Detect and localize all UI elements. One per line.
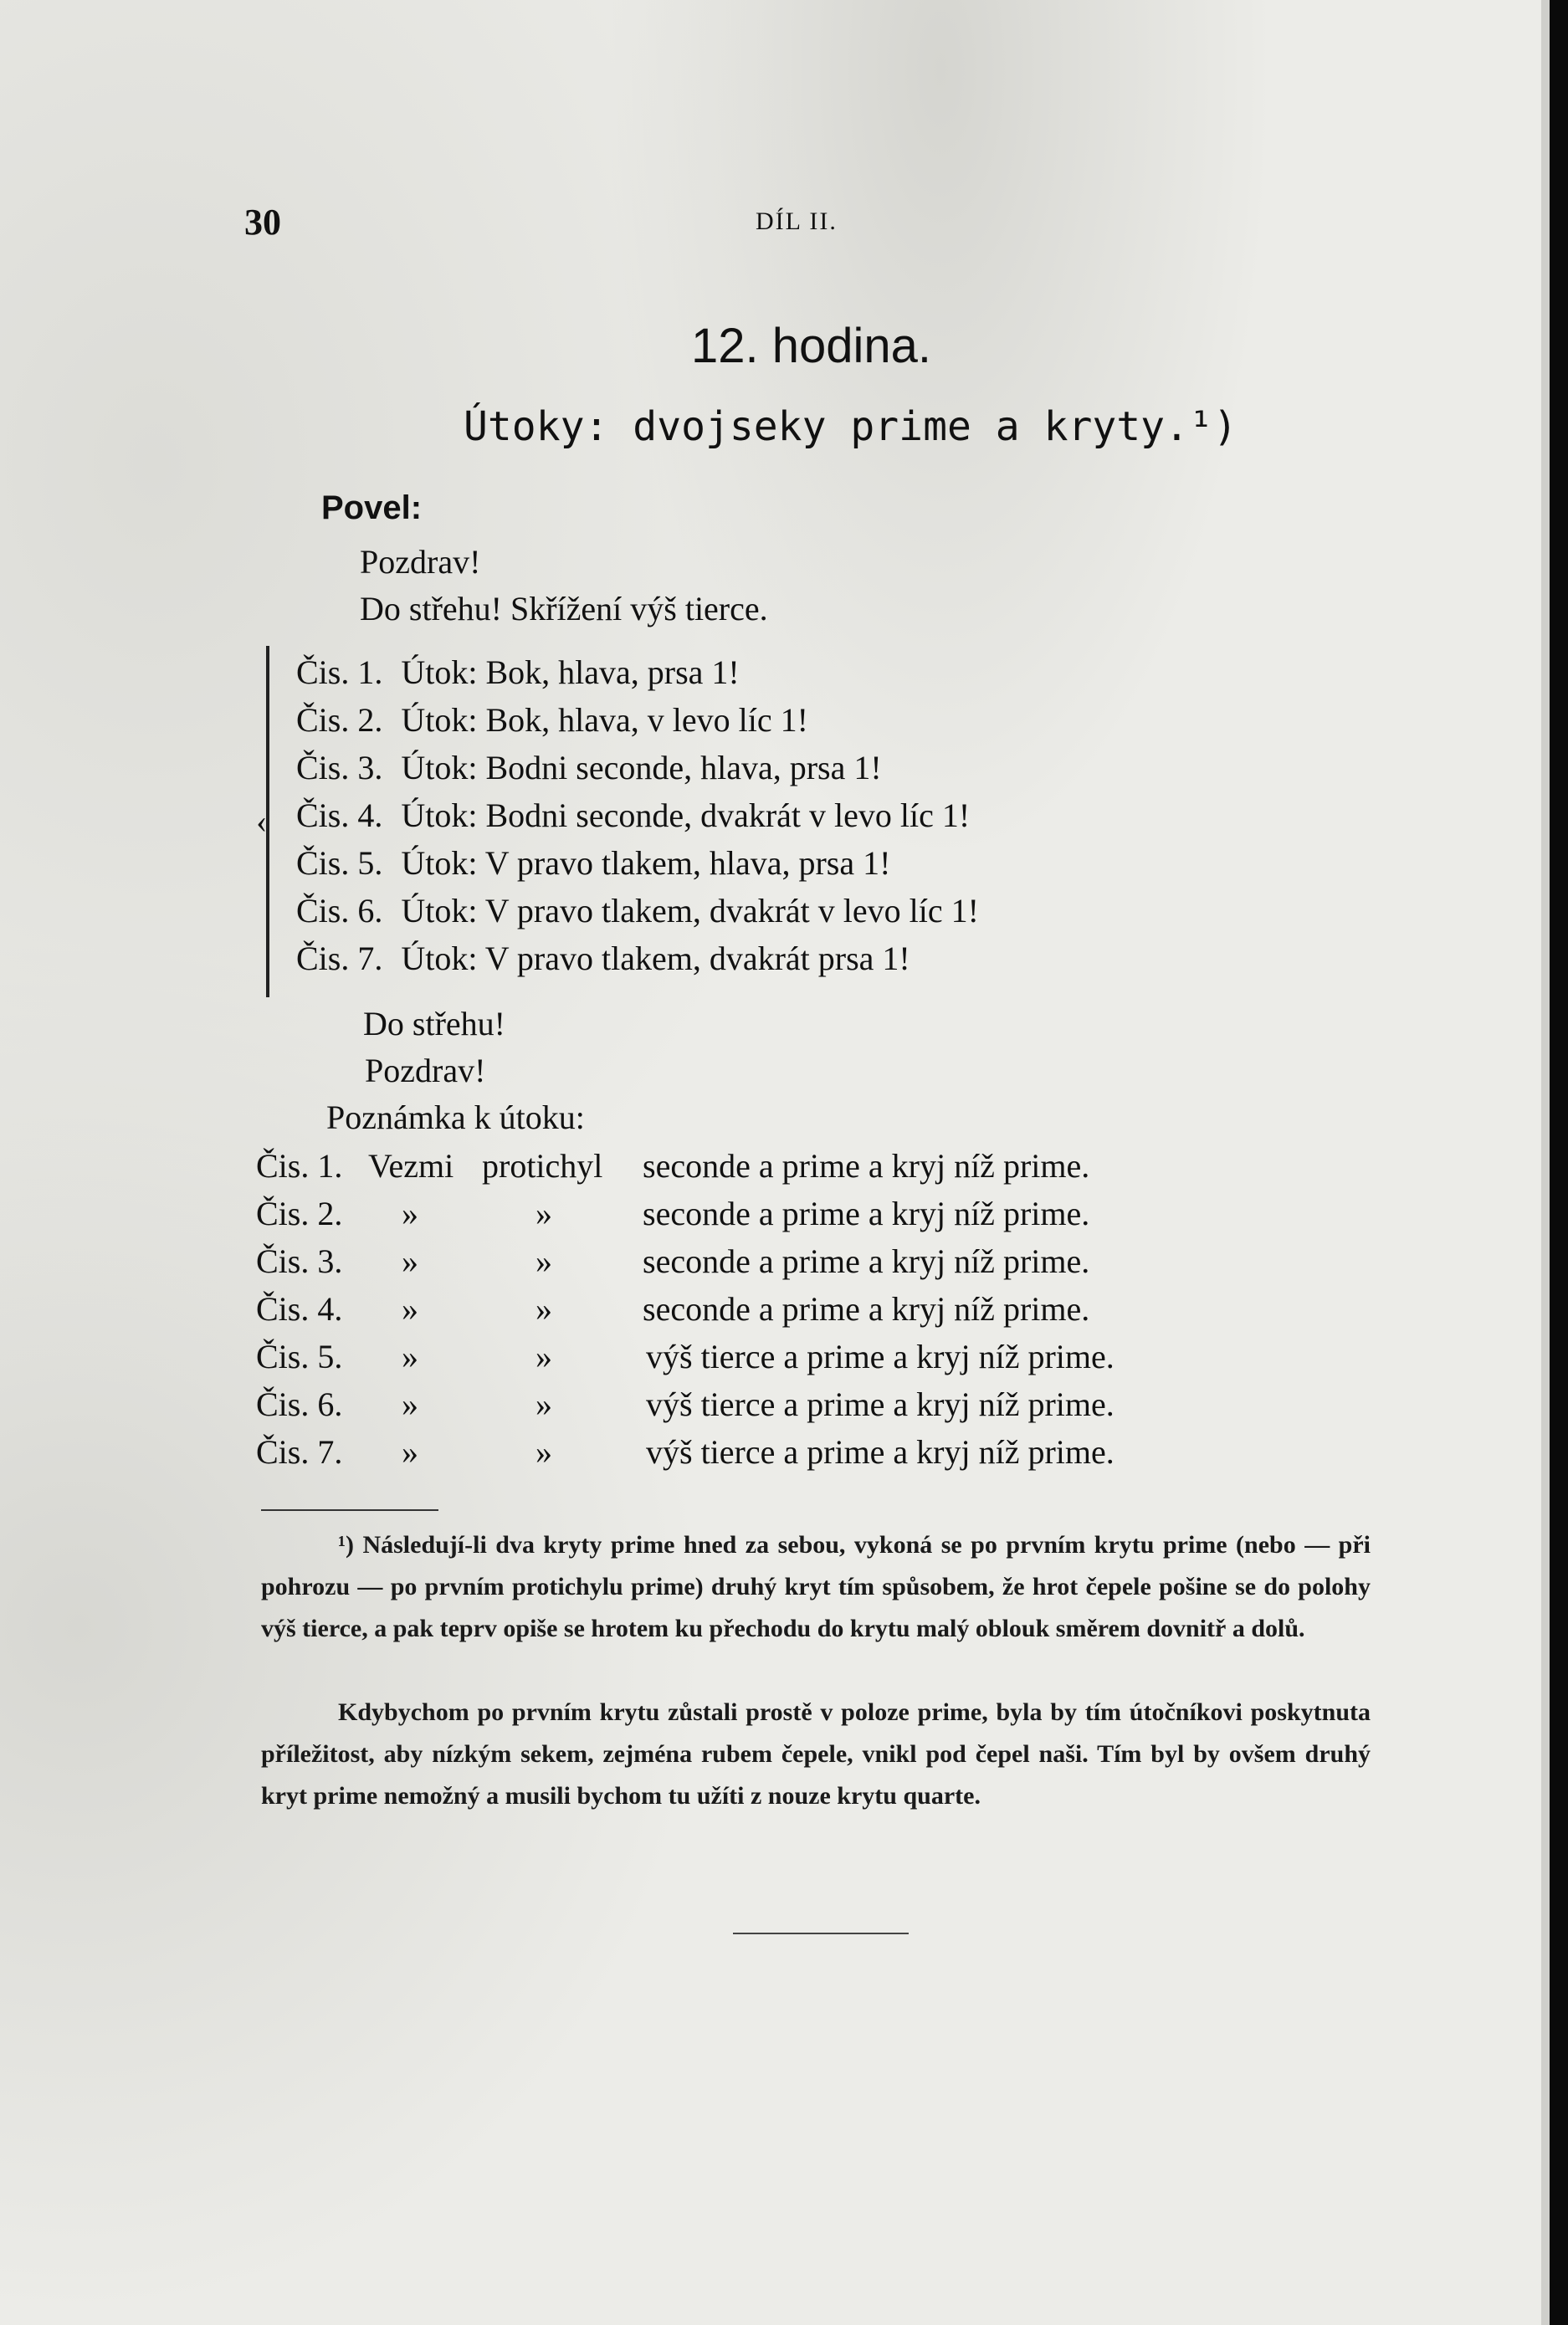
note-number: Čis. 3. (256, 1242, 343, 1280)
note-col-b: » (535, 1385, 552, 1423)
povel-label: Povel: (321, 489, 423, 526)
note-col-a: Vezmi (368, 1147, 454, 1185)
footnote-separator (261, 1509, 438, 1511)
note-row (256, 1289, 1090, 1329)
note-rest: výš tierce a prime a kryj níž prime. (646, 1338, 1115, 1375)
note-col-b: » (535, 1433, 552, 1471)
attack-row (296, 891, 979, 930)
footnote-paragraph: ¹) Následují-li dva kryty prime hned za sebou, vykoná se po prvním krytu prime (nebo — při pohrozu — po prvním protichylu prime) druhý kryt tím spůsobem, že hrot čepele pošine se do polohy výš tierce, a pak teprv opiše se hrotem ku přechodu do krytu malý oblouk směrem dovnitř a dolů. (261, 1531, 1371, 1642)
note-row (256, 1432, 1115, 1472)
attack-row (296, 796, 970, 835)
note-col-b: » (535, 1338, 552, 1375)
note-row (256, 1242, 1090, 1281)
note-col-a: » (402, 1195, 418, 1232)
note-rest: výš tierce a prime a kryj níž prime. (646, 1433, 1115, 1471)
note-row (256, 1194, 1090, 1233)
attack-number: Čis. 7. (296, 940, 383, 977)
attack-number: Čis. 4. (296, 796, 383, 834)
attack-row (296, 748, 882, 787)
note-col-a: » (402, 1242, 418, 1280)
running-head: DÍL II. (756, 207, 838, 235)
attack-number: Čis. 6. (296, 892, 383, 929)
footnote-paragraph: Kdybychom po prvním krytu zůstali prostě v poloze prime, byla by tím útočníkovi poskytnuta příležitost, aby nízkým sekem, zejména rubem čepele, vnikl pod čepel naši. Tím byl by ovšem druhý kryt prime nemožný a musili bychom tu užíti z nouze krytu quarte. (261, 1698, 1371, 1810)
note-rest: seconde a prime a kryj níž prime. (643, 1195, 1090, 1232)
note-number: Čis. 4. (256, 1290, 343, 1328)
attack-text: Útok: V pravo tlakem, dvakrát prsa 1! (401, 940, 910, 977)
attack-number: Čis. 2. (296, 701, 383, 739)
note-row (256, 1337, 1115, 1376)
note-col-a: » (402, 1385, 418, 1423)
note-rest: seconde a prime a kryj níž prime. (643, 1147, 1090, 1185)
attack-text: Útok: V pravo tlakem, dvakrát v levo líc 1! (401, 892, 979, 929)
povel-outro-line: Do střehu! (363, 1005, 505, 1042)
note-number: Čis. 6. (256, 1385, 343, 1423)
povel-outro-line: Pozdrav! (365, 1052, 486, 1089)
attack-brace-tip: ‹ (256, 802, 268, 840)
note-col-b: » (535, 1290, 552, 1328)
page-number: 30 (244, 202, 281, 243)
page-edge-border (1550, 0, 1568, 2325)
note-rest: výš tierce a prime a kryj níž prime. (646, 1385, 1115, 1423)
chapter-title: 12. hodina. (691, 319, 932, 373)
attack-row (296, 939, 910, 978)
attack-row (296, 653, 740, 692)
note-number: Čis. 1. (256, 1147, 343, 1185)
note-col-a: » (402, 1433, 418, 1471)
note-col-a: » (402, 1338, 418, 1375)
page-edge-shadow (1541, 0, 1550, 2325)
note-col-b: » (535, 1195, 552, 1232)
attack-text: Útok: Bok, hlava, v levo líc 1! (401, 701, 808, 739)
note-rest: seconde a prime a kryj níž prime. (643, 1242, 1090, 1280)
attack-number: Čis. 3. (296, 749, 383, 786)
attack-number: Čis. 1. (296, 653, 383, 691)
attack-row (296, 843, 890, 883)
attack-row (296, 700, 808, 740)
povel-intro-line: Pozdrav! (360, 543, 481, 581)
attack-brace (266, 646, 279, 997)
attack-text: Útok: Bok, hlava, prsa 1! (401, 653, 740, 691)
note-number: Čis. 5. (256, 1338, 343, 1375)
note-rest: seconde a prime a kryj níž prime. (643, 1290, 1090, 1328)
note-row (256, 1385, 1115, 1424)
note-col-b: » (535, 1242, 552, 1280)
note-number: Čis. 7. (256, 1433, 343, 1471)
chapter-subtitle: Útoky: dvojseky prime a kryty.¹) (464, 403, 1237, 450)
note-row (256, 1146, 1090, 1186)
povel-intro-line: Do střehu! Skřížení výš tierce. (360, 590, 768, 627)
attack-number: Čis. 5. (296, 844, 383, 882)
end-rule (733, 1933, 909, 1934)
note-number: Čis. 2. (256, 1195, 343, 1232)
note-col-a: » (402, 1290, 418, 1328)
attack-text: Útok: Bodni seconde, dvakrát v levo líc 1! (401, 796, 971, 834)
note-label: Poznámka k útoku: (326, 1098, 585, 1136)
attack-text: Útok: V pravo tlakem, hlava, prsa 1! (401, 844, 891, 882)
attack-text: Útok: Bodni seconde, hlava, prsa 1! (401, 749, 882, 786)
note-col-b: protichyl (482, 1147, 603, 1185)
